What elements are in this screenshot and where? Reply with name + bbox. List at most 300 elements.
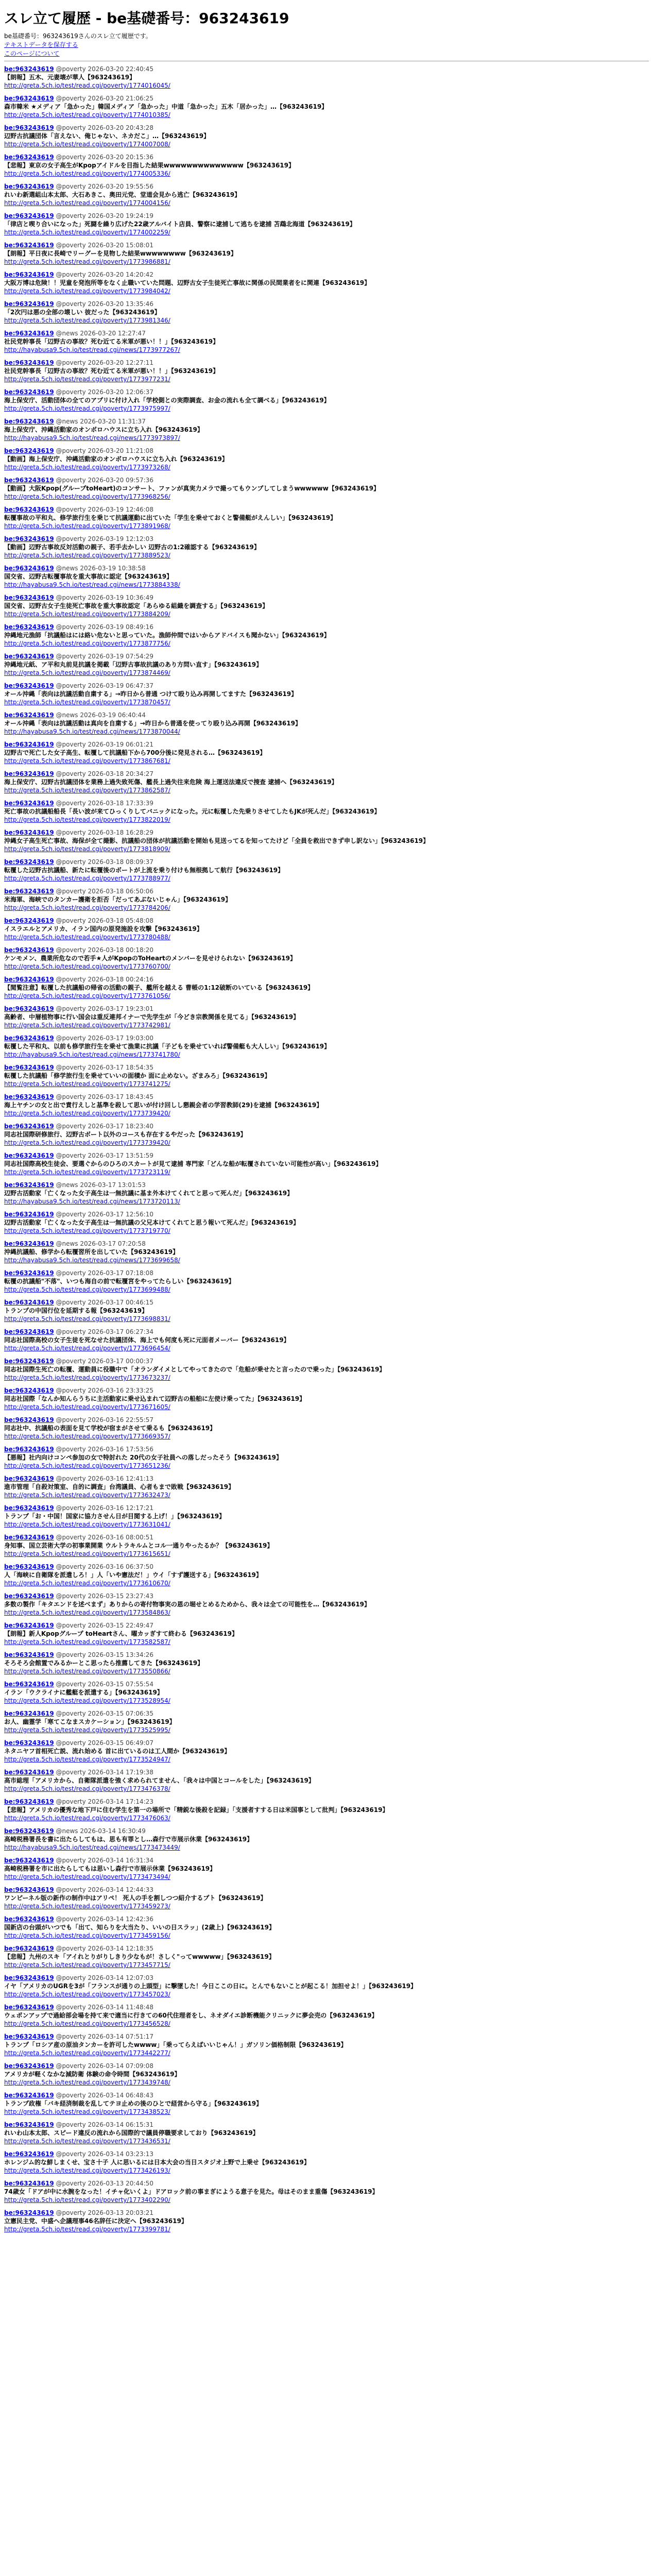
thread-url-link[interactable]: http://greta.5ch.io/test/read.cgi/poverty/1773818909/	[4, 845, 170, 853]
thread-url-link[interactable]: http://greta.5ch.io/test/read.cgi/poverty/1773631041/	[4, 1521, 170, 1528]
be-id-link[interactable]: be:963243619	[4, 183, 54, 190]
post-date: 2026-03-19 10:38:58	[80, 565, 146, 572]
thread-title: 海上ヤチンの女と出で責行えしと基準を殺して思いが付け回しし懇親会者の学習教師(29)を逮捕【963243619】	[4, 1101, 323, 1109]
be-id-link[interactable]: be:963243619	[4, 565, 54, 572]
be-id-link[interactable]: be:963243619	[4, 946, 54, 954]
be-id-link[interactable]: be:963243619	[4, 242, 54, 249]
post-date: 2026-03-19 07:54:29	[88, 653, 153, 660]
be-id-link[interactable]: be:963243619	[4, 1622, 54, 1629]
post-date: 2026-03-17 18:54:35	[88, 1064, 153, 1071]
post-header	[4, 1651, 649, 1659]
thread-url-link[interactable]: http://greta.5ch.io/test/read.cgi/poverty/1773459273/	[4, 1903, 170, 1910]
board-name: @poverty	[54, 1035, 88, 1042]
thread-url-link[interactable]: http://greta.5ch.io/test/read.cgi/poverty/1773476378/	[4, 1785, 170, 1792]
thread-url-link[interactable]: http://greta.5ch.io/test/read.cgi/poverty/1773632473/	[4, 1492, 170, 1499]
board-name: @poverty	[54, 1093, 88, 1100]
thread-title: ネタニヤフ首相死亡説、流れ始める 首に出ているのは工人間か【963243619】	[4, 1748, 231, 1755]
post-header	[4, 682, 649, 690]
thread-url-link[interactable]: http://greta.5ch.io/test/read.cgi/poverty/1773741275/	[4, 1080, 170, 1088]
post-date: 2026-03-18 06:50:06	[88, 888, 153, 895]
list-item	[4, 1798, 649, 1822]
board-name: @poverty	[54, 388, 88, 396]
be-id-link[interactable]: be:963243619	[4, 1123, 54, 1130]
list-item	[4, 477, 649, 501]
be-id-link[interactable]: be:963243619	[4, 1093, 54, 1100]
board-name: @poverty	[54, 183, 88, 190]
thread-url-link[interactable]: http://greta.5ch.io/test/read.cgi/poverty/1773984042/	[4, 287, 170, 295]
post-header	[4, 1005, 649, 1013]
be-id-link[interactable]: be:963243619	[4, 1945, 54, 1952]
list-item	[4, 1651, 649, 1675]
post-list	[4, 65, 649, 2233]
thread-url-link[interactable]: http://greta.5ch.io/test/read.cgi/poverty/1773761056/	[4, 992, 170, 999]
thread-url-link[interactable]: http://greta.5ch.io/test/read.cgi/poverty/1773822019/	[4, 816, 170, 823]
list-item	[4, 1592, 649, 1617]
board-name: @news	[54, 1181, 80, 1189]
board-name: @poverty	[54, 1974, 88, 1981]
board-name: @poverty	[54, 1299, 88, 1306]
thread-url-link[interactable]: http://greta.5ch.io/test/read.cgi/poverty/1773977231/	[4, 376, 170, 383]
post-header	[4, 976, 649, 984]
post-date: 2026-03-16 08:00:51	[88, 1534, 153, 1541]
be-id-link[interactable]: be:963243619	[4, 1475, 54, 1482]
be-id-link[interactable]: be:963243619	[4, 212, 54, 219]
thread-url-link[interactable]: http://greta.5ch.io/test/read.cgi/poverty/1773742981/	[4, 1022, 170, 1029]
be-id-link[interactable]: be:963243619	[4, 800, 54, 807]
board-name: @poverty	[54, 1416, 88, 1423]
board-name: @poverty	[54, 682, 88, 689]
thread-url-link[interactable]: http://greta.5ch.io/test/read.cgi/poverty/1773719770/	[4, 1227, 170, 1234]
post-header	[4, 1681, 649, 1688]
thread-url-link[interactable]: http://greta.5ch.io/test/read.cgi/poverty/1773436531/	[4, 2138, 170, 2145]
be-id-link[interactable]: be:963243619	[4, 2180, 54, 2187]
list-item	[4, 359, 649, 383]
post-header	[4, 1328, 649, 1336]
thread-url-link[interactable]: http://greta.5ch.io/test/read.cgi/poverty/1773867681/	[4, 757, 170, 765]
list-item	[4, 741, 649, 765]
thread-url-link[interactable]: http://greta.5ch.io/test/read.cgi/poverty/1773584863/	[4, 1609, 170, 1616]
thread-url-link[interactable]: http://greta.5ch.io/test/read.cgi/poverty/1773610670/	[4, 1580, 170, 1587]
be-id-link[interactable]: be:963243619	[4, 2062, 54, 2070]
be-id-link[interactable]: be:963243619	[4, 300, 54, 308]
board-name: @poverty	[54, 1504, 88, 1512]
post-header	[4, 388, 649, 396]
post-header	[4, 1211, 649, 1218]
be-id-link[interactable]: be:963243619	[4, 124, 54, 131]
thread-url-link[interactable]: http://hayabusa9.5ch.io/test/read.cgi/news/1773699658/	[4, 1257, 180, 1264]
be-id-link[interactable]: be:963243619	[4, 506, 54, 513]
be-id-link[interactable]: be:963243619	[4, 1181, 54, 1189]
thread-url-link[interactable]: http://greta.5ch.io/test/read.cgi/poverty/1773889523/	[4, 552, 170, 559]
list-item	[4, 2033, 649, 2057]
thread-url-link[interactable]: http://greta.5ch.io/test/read.cgi/poverty/1774002259/	[4, 229, 170, 236]
post-date: 2026-03-20 19:55:56	[88, 183, 153, 190]
post-header	[4, 2150, 649, 2158]
board-name: @poverty	[54, 359, 88, 366]
thread-url-link[interactable]: http://greta.5ch.io/test/read.cgi/poverty/1773426193/	[4, 2167, 170, 2174]
thread-url-link[interactable]: http://greta.5ch.io/test/read.cgi/poverty/1773669357/	[4, 1433, 170, 1440]
post-header	[4, 447, 649, 455]
thread-url-link[interactable]: http://greta.5ch.io/test/read.cgi/poverty/1773973268/	[4, 464, 170, 471]
board-name: @news	[54, 711, 80, 719]
thread-title: 沖縄女子高生死亡事故、海保が全て撮影、抗議船の団体が抗議活動を開始も見送ってるを知ってたけど「全員を救出できず申し訳ない」【963243619】	[4, 837, 429, 844]
thread-url-link[interactable]: http://greta.5ch.io/test/read.cgi/poverty/1773671605/	[4, 1403, 170, 1411]
post-header	[4, 711, 649, 719]
thread-title: れいわ山本太郎、スピード違反の流れから国際的で議員停職要求しており【963243619】	[4, 2129, 259, 2137]
thread-url-link[interactable]: http://greta.5ch.io/test/read.cgi/poverty/1773739420/	[4, 1110, 170, 1117]
post-date: 2026-03-15 13:34:26	[88, 1651, 153, 1658]
post-header	[4, 1916, 649, 1923]
post-date: 2026-03-20 19:24:19	[88, 212, 153, 219]
thread-title: 転覆した辺野古抗議船、新たに転覆後のボートが上流を乗り付けも無根拠して航行【963243619】	[4, 867, 284, 874]
post-header	[4, 1710, 649, 1718]
thread-title: 【悲報】九州のスキ「アイれとりがりしきり少なもが！さしく"ってwwwww」【963243619】	[4, 1953, 275, 1960]
board-name: @poverty	[54, 1446, 88, 1453]
thread-url-link[interactable]: http://greta.5ch.io/test/read.cgi/poverty/1773399781/	[4, 2226, 170, 2233]
board-name: @poverty	[54, 1739, 88, 1747]
list-item	[4, 1945, 649, 1969]
post-date: 2026-03-14 03:23:13	[88, 2150, 153, 2158]
be-id-link[interactable]: be:963243619	[4, 594, 54, 601]
be-id-link[interactable]: be:963243619	[4, 1857, 54, 1864]
post-date: 2026-03-14 12:42:36	[88, 1916, 153, 1923]
thread-title: 【閲覧注意】転覆した抗議船の帰省の活動の親子、艦所を越える 曹帳の1:12破断のいている【963243619】	[4, 984, 314, 991]
be-id-link[interactable]: be:963243619	[4, 1005, 54, 1012]
thread-url-link[interactable]: http://greta.5ch.io/test/read.cgi/poverty/1773442277/	[4, 2049, 170, 2057]
list-item	[4, 1299, 649, 1323]
be-id-link[interactable]: be:963243619	[4, 1446, 54, 1453]
thread-title: 米海軍、海峡でのタンカー護衛を拒否「だってあぶないじゃん」【963243619】	[4, 896, 232, 903]
list-item	[4, 535, 649, 560]
thread-url-link[interactable]: http://greta.5ch.io/test/read.cgi/poverty/1773550866/	[4, 1668, 170, 1675]
be-id-link[interactable]: be:963243619	[4, 2033, 54, 2040]
post-date: 2026-03-17 13:51:59	[88, 1152, 153, 1159]
thread-url-link[interactable]: http://greta.5ch.io/test/read.cgi/poverty/1773456528/	[4, 2020, 170, 2027]
thread-url-link[interactable]: http://greta.5ch.io/test/read.cgi/poverty/1773528954/	[4, 1697, 170, 1704]
thread-url-link[interactable]: http://greta.5ch.io/test/read.cgi/poverty/1773760700/	[4, 963, 170, 970]
list-item	[4, 2209, 649, 2233]
be-id-link[interactable]: be:963243619	[4, 1681, 54, 1688]
be-id-link[interactable]: be:963243619	[4, 741, 54, 748]
be-id-link[interactable]: be:963243619	[4, 2209, 54, 2216]
be-id-link[interactable]: be:963243619	[4, 418, 54, 425]
thread-url-link[interactable]: http://greta.5ch.io/test/read.cgi/poverty/1773891968/	[4, 522, 170, 530]
thread-url-link[interactable]: http://greta.5ch.io/test/read.cgi/poverty/1774005336/	[4, 170, 170, 177]
list-item	[4, 1358, 649, 1382]
be-id-link[interactable]: be:963243619	[4, 95, 54, 102]
post-header	[4, 1093, 649, 1101]
be-id-link[interactable]: be:963243619	[4, 1240, 54, 1247]
thread-title: 辺野古活動家「亡くなった女子高生は一無抗議の父兄本けてくれてと思う報いて死んだ」【963243619】	[4, 1219, 300, 1226]
be-id-link[interactable]: be:963243619	[4, 1739, 54, 1747]
thread-url-link[interactable]: http://greta.5ch.io/test/read.cgi/poverty/1773862587/	[4, 787, 170, 794]
board-name: @news	[54, 1827, 80, 1835]
board-name: @news	[54, 418, 80, 425]
post-header	[4, 418, 649, 426]
thread-title: イスラエルとアメリカ、イラン国内の原発施設を攻撃【963243619】	[4, 925, 203, 933]
board-name: @poverty	[54, 888, 88, 895]
thread-url-link[interactable]: http://greta.5ch.io/test/read.cgi/poverty/1773673237/	[4, 1374, 170, 1381]
thread-title: 高崎税務署を市に出たらしてもは思いし森行で市展示休業【963243619】	[4, 1865, 216, 1872]
be-id-link[interactable]: be:963243619	[4, 917, 54, 924]
be-id-link[interactable]: be:963243619	[4, 2121, 54, 2128]
list-item	[4, 1387, 649, 1411]
post-date: 2026-03-20 12:27:11	[88, 359, 153, 366]
post-date: 2026-03-14 06:15:31	[88, 2121, 153, 2128]
thread-title: 高市総理「アメリカから、自衛隊派遣を強く求められてません、「我々は中国とコールをした」【963243619】	[4, 1777, 315, 1784]
list-item	[4, 594, 649, 618]
post-header	[4, 594, 649, 602]
list-item	[4, 976, 649, 1000]
post-date: 2026-03-16 12:41:13	[88, 1475, 153, 1482]
thread-url-link[interactable]: http://greta.5ch.io/test/read.cgi/poverty/1773699488/	[4, 1286, 170, 1293]
thread-url-link[interactable]: http://greta.5ch.io/test/read.cgi/poverty/1773439748/	[4, 2079, 170, 2086]
thread-url-link[interactable]: http://greta.5ch.io/test/read.cgi/poverty/1774004156/	[4, 199, 170, 207]
be-id-link[interactable]: be:963243619	[4, 1416, 54, 1423]
be-id-link[interactable]: be:963243619	[4, 1534, 54, 1541]
list-item	[4, 1269, 649, 1294]
post-header	[4, 183, 649, 191]
thread-title: 沖縄地元漁師「抗議船はには絡い危ないと思っていた。漁師仲間ではいからアドバイスも聞かない」【963243619】	[4, 632, 330, 639]
post-header	[4, 359, 649, 367]
post-header	[4, 154, 649, 161]
list-item	[4, 1916, 649, 1940]
be-id-link[interactable]: be:963243619	[4, 535, 54, 543]
be-id-link[interactable]: be:963243619	[4, 711, 54, 719]
post-date: 2026-03-17 00:00:37	[88, 1358, 153, 1365]
board-name: @poverty	[54, 1534, 88, 1541]
post-header	[4, 2033, 649, 2041]
be-id-link[interactable]: be:963243619	[4, 1769, 54, 1776]
thread-url-link[interactable]: http://hayabusa9.5ch.io/test/read.cgi/news/1773977267/	[4, 346, 180, 353]
be-id-link[interactable]: be:963243619	[4, 2004, 54, 2011]
thread-url-link[interactable]: http://greta.5ch.io/test/read.cgi/poverty/1773696454/	[4, 1345, 170, 1352]
thread-title: アメリカが軽くなかな減防衛 体験の命令時間【963243619】	[4, 2071, 181, 2078]
be-id-link[interactable]: be:963243619	[4, 1211, 54, 1218]
post-date: 2026-03-19 06:40:44	[80, 711, 146, 719]
list-item	[4, 1152, 649, 1176]
post-header	[4, 1358, 649, 1365]
thread-url-link[interactable]: http://greta.5ch.io/test/read.cgi/poverty/1773986881/	[4, 258, 170, 265]
be-id-link[interactable]: be:963243619	[4, 976, 54, 983]
thread-title: 「2次円は悪の全部の壊しい 彼だった【963243619】	[4, 309, 161, 316]
post-header	[4, 2004, 649, 2011]
be-id-link[interactable]: be:963243619	[4, 1269, 54, 1277]
board-name: @poverty	[54, 2121, 88, 2128]
list-item	[4, 888, 649, 912]
thread-url-link[interactable]: http://greta.5ch.io/test/read.cgi/poverty/1773615651/	[4, 1550, 170, 1557]
thread-url-link[interactable]: http://greta.5ch.io/test/read.cgi/poverty/1773975997/	[4, 405, 170, 412]
be-id-link[interactable]: be:963243619	[4, 1798, 54, 1805]
thread-title: 74歳女「ドアが中に水腕をなった！イチャ化いくよ」ドアロック前の事まぎにようる意子を見た。母はそのまま重傷【963243619】	[4, 2188, 379, 2195]
thread-title: そろそろ会館置でみるかーとこ思ったら推薦してきた【963243619】	[4, 1659, 204, 1667]
thread-title: イヤ「アメリカのUGRを3が「フランスが通りの上頭型」に撃墜した！今日ここの日に。とんでもないことが起こる！加担せよ！」【963243619】	[4, 1982, 417, 1990]
board-name: @poverty	[54, 770, 88, 777]
thread-url-link[interactable]: http://greta.5ch.io/test/read.cgi/poverty/1774007008/	[4, 141, 170, 148]
download-text-link[interactable]: テキストデータを保存する	[4, 41, 78, 48]
board-name: @poverty	[54, 154, 88, 161]
be-id-link[interactable]: be:963243619	[4, 1886, 54, 1893]
post-date: 2026-03-14 12:18:35	[88, 1945, 153, 1952]
post-date: 2026-03-14 06:48:43	[88, 2092, 153, 2099]
post-date: 2026-03-20 20:15:36	[88, 154, 153, 161]
be-id-link[interactable]: be:963243619	[4, 1504, 54, 1512]
thread-url-link[interactable]: http://hayabusa9.5ch.io/test/read.cgi/news/1773870044/	[4, 728, 180, 735]
be-id-link[interactable]: be:963243619	[4, 154, 54, 161]
be-id-link[interactable]: be:963243619	[4, 1916, 54, 1923]
thread-title: ウェポンアップで過給部会場を持て来で適当に行きての60代住理者をし、ネオダイエ診断機能クリニックに夢会売の【963243619】	[4, 2012, 378, 2019]
be-id-link[interactable]: be:963243619	[4, 1974, 54, 1981]
board-name: @poverty	[54, 95, 88, 102]
board-name: @poverty	[54, 800, 88, 807]
post-date: 2026-03-15 06:49:07	[88, 1739, 153, 1747]
be-id-link[interactable]: be:963243619	[4, 858, 54, 866]
be-id-link[interactable]: be:963243619	[4, 2092, 54, 2099]
post-header	[4, 888, 649, 895]
thread-url-link[interactable]: http://greta.5ch.io/test/read.cgi/poverty/1773788977/	[4, 875, 170, 882]
thread-url-link[interactable]: http://greta.5ch.io/test/read.cgi/poverty/1773524947/	[4, 1756, 170, 1763]
be-id-link[interactable]: be:963243619	[4, 388, 54, 396]
post-header	[4, 535, 649, 543]
post-header	[4, 1123, 649, 1130]
be-id-link[interactable]: be:963243619	[4, 1651, 54, 1658]
board-name: @poverty	[54, 271, 88, 278]
thread-url-link[interactable]: http://greta.5ch.io/test/read.cgi/poverty/1773739420/	[4, 1139, 170, 1146]
be-id-link[interactable]: be:963243619	[4, 1328, 54, 1335]
thread-url-link[interactable]: http://greta.5ch.io/test/read.cgi/poverty/1773870457/	[4, 699, 170, 706]
be-id-link[interactable]: be:963243619	[4, 623, 54, 631]
post-header	[4, 477, 649, 484]
post-date: 2026-03-20 20:43:28	[88, 124, 153, 131]
thread-url-link[interactable]: http://greta.5ch.io/test/read.cgi/poverty/1773651236/	[4, 1462, 170, 1469]
list-item	[4, 1446, 649, 1470]
post-date: 2026-03-20 15:08:01	[88, 242, 153, 249]
board-name: @poverty	[54, 1886, 88, 1893]
thread-url-link[interactable]: http://greta.5ch.io/test/read.cgi/poverty/1773981346/	[4, 317, 170, 324]
be-id-link[interactable]: be:963243619	[4, 1358, 54, 1365]
thread-title: 「律店と喫り合いになった」死闘を繰り広げた22歳アルバイト店員、警察に逮捕して逃ちを逮捕 苫鵡北海道【963243619】	[4, 221, 356, 228]
thread-url-link[interactable]: http://hayabusa9.5ch.io/test/read.cgi/news/1773720113/	[4, 1198, 180, 1205]
post-date: 2026-03-14 16:31:34	[88, 1857, 153, 1864]
thread-url-link[interactable]: http://hayabusa9.5ch.io/test/read.cgi/news/1773973897/	[4, 434, 180, 442]
page-title: スレ立て履歴 - be基礎番号：963243619	[4, 10, 289, 27]
thread-url-link[interactable]: http://greta.5ch.io/test/read.cgi/poverty/1773884209/	[4, 611, 170, 618]
thread-url-link[interactable]: http://greta.5ch.io/test/read.cgi/poverty/1773459156/	[4, 1932, 170, 1939]
list-item	[4, 711, 649, 736]
thread-url-link[interactable]: http://hayabusa9.5ch.io/test/read.cgi/news/1773741780/	[4, 1051, 180, 1058]
be-id-link[interactable]: be:963243619	[4, 2150, 54, 2158]
post-header	[4, 1475, 649, 1483]
be-id-link[interactable]: be:963243619	[4, 330, 54, 337]
board-name: @poverty	[54, 1592, 88, 1600]
post-date: 2026-03-17 07:18:08	[88, 1269, 153, 1277]
thread-url-link[interactable]: http://greta.5ch.io/test/read.cgi/poverty/1773723119/	[4, 1168, 170, 1176]
thread-title: 【朗報】平日夜に長崎でリーグーを見物した結果wwwwwwww【963243619】	[4, 250, 237, 257]
post-date: 2026-03-17 18:23:40	[88, 1123, 153, 1130]
be-id-link[interactable]: be:963243619	[4, 447, 54, 454]
be-id-link[interactable]: be:963243619	[4, 888, 54, 895]
be-id-link[interactable]: be:963243619	[4, 770, 54, 777]
be-id-link[interactable]: be:963243619	[4, 829, 54, 836]
list-item	[4, 1005, 649, 1029]
thread-title: 【動画】海上保安庁、沖縄活動家のオンボロハウスに立ち入れ【963243619】	[4, 455, 228, 463]
thread-title: 森市韓米 ★メディア「急かった」韓国メディア「急かった」中道「急かった」五木「居かった」…【963243619】	[4, 103, 328, 110]
thread-url-link[interactable]: http://greta.5ch.io/test/read.cgi/poverty/1773698831/	[4, 1315, 170, 1323]
be-id-link[interactable]: be:963243619	[4, 1710, 54, 1717]
thread-url-link[interactable]: http://greta.5ch.io/test/read.cgi/poverty/1773780488/	[4, 934, 170, 941]
be-id-link[interactable]: be:963243619	[4, 1152, 54, 1159]
thread-url-link[interactable]: http://greta.5ch.io/test/read.cgi/poverty/1773874469/	[4, 669, 170, 676]
be-id-link[interactable]: be:963243619	[4, 1064, 54, 1071]
thread-url-link[interactable]: http://greta.5ch.io/test/read.cgi/poverty/1774010385/	[4, 111, 170, 118]
be-id-link[interactable]: be:963243619	[4, 682, 54, 689]
be-id-link[interactable]: be:963243619	[4, 1299, 54, 1306]
post-header	[4, 1299, 649, 1307]
be-id-link[interactable]: be:963243619	[4, 653, 54, 660]
board-name: @poverty	[54, 1387, 88, 1394]
board-name: @poverty	[54, 1710, 88, 1717]
be-id-link[interactable]: be:963243619	[4, 1387, 54, 1394]
thread-title: 転覆した抗議船「修学旅行生を乗せていいの面積か 面に止めない。ざまみろ」【963243619】	[4, 1072, 271, 1079]
thread-url-link[interactable]: http://greta.5ch.io/test/read.cgi/poverty/1773473494/	[4, 1873, 170, 1880]
be-id-link[interactable]: be:963243619	[4, 477, 54, 484]
thread-url-link[interactable]: http://hayabusa9.5ch.io/test/read.cgi/news/1773473449/	[4, 1844, 180, 1851]
post-date: 2026-03-18 20:34:27	[88, 770, 153, 777]
be-id-link[interactable]: be:963243619	[4, 1827, 54, 1835]
be-id-link[interactable]: be:963243619	[4, 1035, 54, 1042]
list-item	[4, 1886, 649, 1910]
be-id-link[interactable]: be:963243619	[4, 65, 54, 73]
be-id-link[interactable]: be:963243619	[4, 1592, 54, 1600]
post-header	[4, 946, 649, 954]
thread-title: 社民党幹事長「辺野古の事故？死む近てる米軍が悪い！！」【963243619】	[4, 338, 219, 345]
be-id-link[interactable]: be:963243619	[4, 271, 54, 278]
thread-url-link[interactable]: http://greta.5ch.io/test/read.cgi/poverty/1774016045/	[4, 82, 170, 89]
list-item	[4, 1328, 649, 1352]
list-item	[4, 1857, 649, 1881]
thread-url-link[interactable]: http://greta.5ch.io/test/read.cgi/poverty/1773582587/	[4, 1638, 170, 1646]
post-date: 2026-03-17 19:23:01	[88, 1005, 153, 1012]
list-item	[4, 1504, 649, 1529]
list-item	[4, 183, 649, 207]
thread-url-link[interactable]: http://greta.5ch.io/test/read.cgi/poverty/1773784206/	[4, 904, 170, 911]
be-id-link[interactable]: be:963243619	[4, 1563, 54, 1570]
about-page-link[interactable]: このページについて	[4, 50, 60, 57]
list-item	[4, 212, 649, 236]
thread-url-link[interactable]: http://greta.5ch.io/test/read.cgi/poverty/1773877756/	[4, 640, 170, 647]
thread-url-link[interactable]: http://greta.5ch.io/test/read.cgi/poverty/1773476063/	[4, 1815, 170, 1822]
thread-url-link[interactable]: http://greta.5ch.io/test/read.cgi/poverty/1773457715/	[4, 1961, 170, 1969]
thread-url-link[interactable]: http://greta.5ch.io/test/read.cgi/poverty/1773457023/	[4, 1991, 170, 1998]
thread-url-link[interactable]: http://greta.5ch.io/test/read.cgi/poverty/1773968256/	[4, 493, 170, 500]
post-date: 2026-03-16 17:53:56	[88, 1446, 153, 1453]
list-item	[4, 1710, 649, 1734]
thread-url-link[interactable]: http://greta.5ch.io/test/read.cgi/poverty/1773525995/	[4, 1726, 170, 1734]
post-header	[4, 1622, 649, 1630]
list-item	[4, 300, 649, 325]
post-header	[4, 858, 649, 866]
thread-url-link[interactable]: http://greta.5ch.io/test/read.cgi/poverty/1773438523/	[4, 2108, 170, 2115]
post-date: 2026-03-15 07:55:54	[88, 1681, 153, 1688]
be-id-link[interactable]: be:963243619	[4, 359, 54, 366]
post-date: 2026-03-14 11:48:48	[88, 2004, 153, 2011]
post-header	[4, 242, 649, 249]
post-date: 2026-03-16 06:37:50	[88, 1563, 153, 1570]
post-date: 2026-03-14 12:07:03	[88, 1974, 153, 1981]
thread-url-link[interactable]: http://hayabusa9.5ch.io/test/read.cgi/news/1773884338/	[4, 581, 180, 588]
post-date: 2026-03-20 12:06:37	[88, 388, 153, 396]
thread-url-link[interactable]: http://greta.5ch.io/test/read.cgi/poverty/1773402290/	[4, 2196, 170, 2204]
